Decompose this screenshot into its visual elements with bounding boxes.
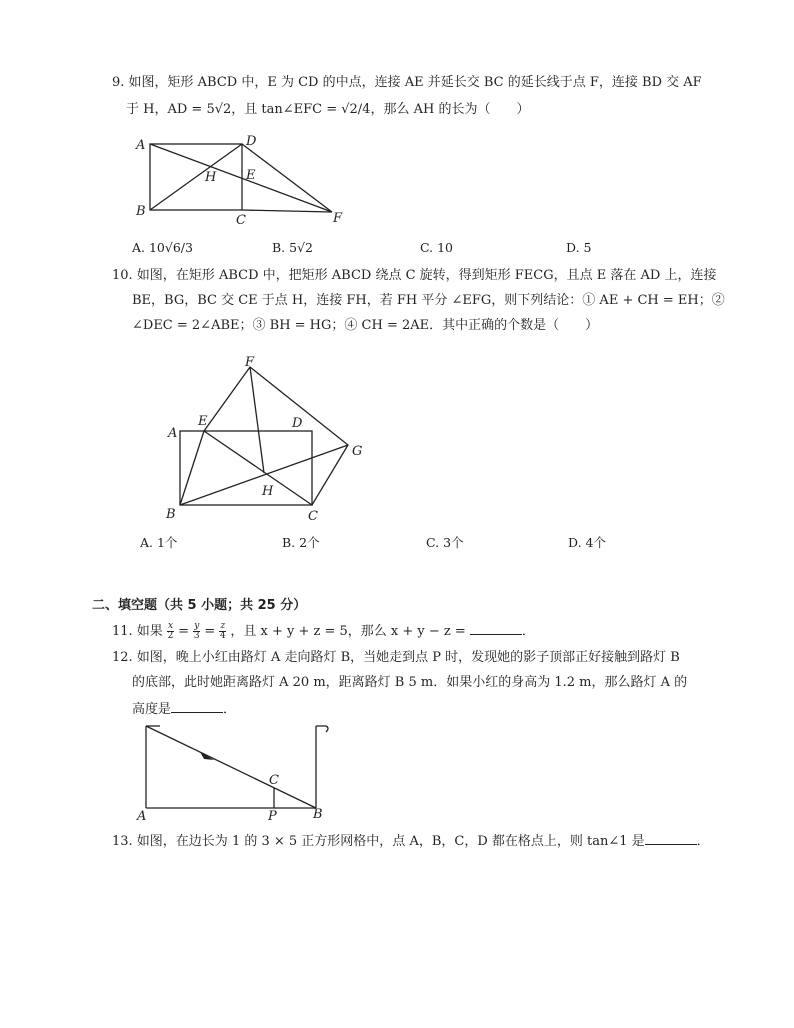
q10-option-a[interactable]: A. 1个 (140, 535, 178, 550)
q9-label-B: B (136, 204, 146, 219)
q13-text: 13. 如图，在边长为 1 的 3 × 5 正方形网格中，点 A，B，C，D 都在格点上，则 tan∠1 是 (112, 834, 645, 849)
q9-label-C: C (236, 213, 246, 228)
q10-line1: 10. 如图，在矩形 ABCD 中，把矩形 ABCD 绕点 C 旋转，得到矩形 FECG，且点 E 落在 AD 上，连接 (112, 268, 717, 283)
q12-label-C: C (269, 773, 279, 788)
q10-label-F: F (245, 355, 255, 370)
q11-frac-z: $\frac{z}{4}$ (219, 621, 226, 641)
q13-line (112, 832, 710, 850)
q12-line1: 12. 如图，晚上小红由路灯 A 走向路灯 B，当她走到点 P 时，发现她的影子顶部正好接触到路灯 B (112, 650, 680, 665)
q9-option-d[interactable]: D. 5 (566, 240, 592, 255)
q12-figure (132, 718, 332, 823)
q10-label-A: A (168, 426, 178, 441)
q11-line: 11. 如果 $\frac{x}{2}$ = $\frac{y}{3}$ = $\frac{z}{4}$ ，且 x + y + z = 5，那么 x + y − z = ． (112, 621, 535, 641)
q9-figure (128, 130, 358, 230)
q12-line3 (132, 700, 236, 718)
q9-option-c[interactable]: C. 10 (420, 240, 453, 255)
q11-frac-x: $\frac{x}{2}$ (167, 621, 174, 641)
q12-line3-text: 高度是 (132, 702, 172, 717)
q9-line2: 于 H，AD = 5√2，且 tan∠EFC = √2/4，那么 AH 的长为（ ） (126, 102, 530, 117)
q10-label-D: D (292, 416, 303, 431)
q9-option-b[interactable]: B. 5√2 (272, 240, 314, 255)
q10-label-B: B (166, 507, 176, 522)
q9-line1: 9. 如图，矩形 ABCD 中，E 为 CD 的中点，连接 AE 并延长交 BC 的延长线于点 F，连接 BD 交 AF (112, 75, 702, 90)
q11-suffix: ，且 x + y + z = 5，那么 x + y − z = (230, 624, 466, 639)
q9-label-D: D (246, 134, 257, 149)
q10-label-G: G (352, 444, 363, 459)
section-title: 二、填空题（共 5 小题；共 25 分） (92, 598, 307, 613)
q11-frac-y: $\frac{y}{3}$ (193, 621, 200, 641)
q9-label-E: E (246, 168, 256, 183)
q11-end: ． (521, 624, 535, 639)
q10-option-b[interactable]: B. 2个 (282, 535, 320, 550)
q12-answer-blank[interactable] (171, 700, 223, 713)
q9-label-H: H (205, 170, 217, 185)
q9-option-a[interactable]: A. 10√6/3 (132, 240, 193, 255)
q10-label-H: H (262, 484, 274, 499)
q9-label-A: A (136, 138, 146, 153)
q11-answer-blank[interactable] (470, 622, 522, 635)
q10-option-d[interactable]: D. 4个 (568, 535, 606, 550)
q10-label-E: E (198, 414, 208, 429)
q12-line2: 的底部，此时她距离路灯 A 20 m，距离路灯 B 5 m．如果小红的身高为 1.2 m，那么路灯 A 的 (132, 675, 688, 690)
q10-option-c[interactable]: C. 3个 (426, 535, 464, 550)
q12-label-B: B (313, 807, 323, 822)
q10-label-C: C (308, 509, 318, 524)
q11-prefix: 11. 如果 (112, 624, 163, 639)
q12-direction-arrow (200, 752, 214, 760)
q13-answer-blank[interactable] (645, 832, 697, 845)
q10-figure (160, 355, 380, 525)
q10-line3: ∠DEC = 2∠ABE；③ BH = HG；④ CH = 2AE．其中正确的个数是（ ） (132, 318, 599, 333)
q9-label-F: F (333, 211, 343, 226)
q10-line2: BE，BG，BC 交 CE 于点 H，连接 FH，若 FH 平分 ∠EFG，则下列结论：① AE + CH = EH；② (132, 293, 725, 308)
q13-end: ． (696, 834, 710, 849)
q12-label-A: A (137, 809, 147, 823)
q12-line3-end: ． (223, 702, 237, 717)
q12-label-P: P (268, 809, 277, 823)
